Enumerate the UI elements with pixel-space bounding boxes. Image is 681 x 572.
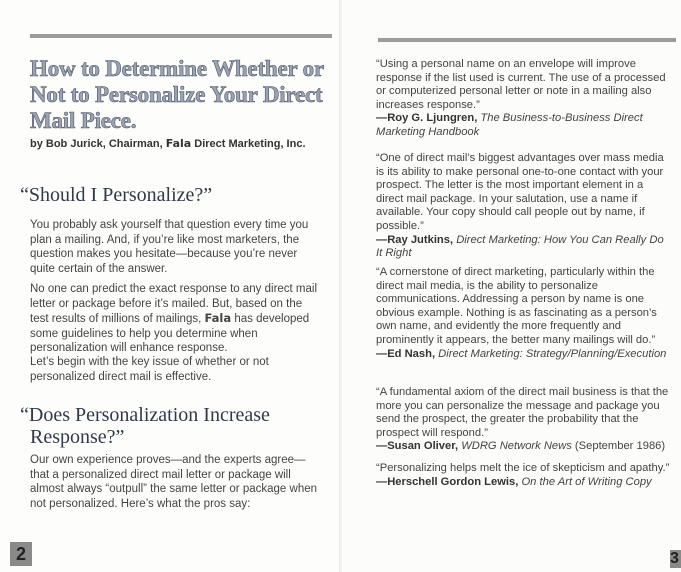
byline-text: by Bob Jurick, Chairman, bbox=[30, 138, 166, 150]
quote-text: “A cornerstone of direct marketing, particularly within the direct mail media, is the ability to personalize communications. Addressing a person by name is one obvious example. Nothing is as fascinating as a person’s own name, and evidently the more frequently and prominently it appears, the better many mailings will do.” bbox=[376, 266, 657, 346]
quote-date: (September 1986) bbox=[571, 440, 666, 453]
quote-work: Direct Marketing: Strategy/Planning/Execution bbox=[438, 347, 667, 360]
top-rule-left bbox=[30, 34, 332, 38]
byline-company: Direct Marketing, Inc. bbox=[191, 138, 306, 150]
quote-source bbox=[376, 234, 672, 261]
quote-text: “Using a personal name on an envelope will improve response if the list used is current. The use of a processed or computerized personal letter or note in a mailing also increases response.” bbox=[376, 58, 666, 111]
page-title: How to Determine Whether or Not to Personalize Your Direct Mail Piece. bbox=[30, 56, 324, 133]
heading-line-1: “Does Personalization Increase bbox=[20, 404, 270, 426]
quote-author: —Herschell Gordon Lewis, bbox=[376, 475, 522, 488]
paragraph-guidelines-post: has developed some guidelines to help you determine when personalization will enhance response. bbox=[30, 313, 310, 354]
paragraph-guidelines-pre: No one can predict the exact response to any direct mail letter or package before it’s mailed. But, based on the test results of millions of mailings, bbox=[30, 283, 318, 325]
quote-oliver bbox=[376, 386, 672, 454]
brand-name-inline: Fala bbox=[204, 311, 232, 325]
quote-work: The Business-to-Business Direct Marketing Handbook bbox=[376, 112, 643, 138]
quote-source bbox=[376, 348, 672, 362]
quote-text: “Personalizing helps melt the ice of skepticism and apathy.” bbox=[376, 462, 670, 474]
quote-source bbox=[376, 112, 672, 139]
quote-work: Direct Marketing: How You Can Really Do It Right bbox=[376, 233, 664, 260]
paragraph-key-issue: Let’s begin with the key issue of whether or not personalized direct mail is effective. bbox=[30, 356, 269, 383]
quote-work: On the Art of Writing Copy bbox=[521, 475, 652, 488]
byline bbox=[30, 137, 335, 150]
paragraph-experience: Our own experience proves—and the experts agree—that a personalized direct mail letter or package will almost always “outpull” the same letter or package when not personalized. Here’s what the pros say: bbox=[30, 454, 318, 510]
quote-author: —Ed Nash, bbox=[376, 347, 439, 360]
quote-text: “A fundamental axiom of the direct mail business is that the more you can personalize the message and package you send the prospect, the greater the probability that the prospect will respond.” bbox=[376, 386, 669, 439]
page-number-right: 3 bbox=[670, 550, 681, 568]
quote-author: —Susan Oliver, bbox=[376, 440, 462, 453]
quote-work: WDRG Network News bbox=[461, 440, 572, 453]
section-heading-response bbox=[20, 404, 320, 448]
brand-name: Fala bbox=[165, 137, 192, 150]
section-heading-personalize: “Should I Personalize?” bbox=[20, 184, 213, 206]
left-page bbox=[0, 0, 340, 572]
quote-jutkins bbox=[376, 152, 672, 261]
paragraph-intro: You probably ask yourself that question every time you plan a mailing. And, if you’re like most marketers, the question makes you hesitate—because you’re never quite certain of the answer. bbox=[30, 219, 309, 275]
top-rule-right bbox=[378, 38, 676, 42]
heading-line-2: Response?” bbox=[30, 426, 125, 448]
quote-author: —Roy G. Ljungren, bbox=[376, 112, 481, 125]
paragraph-guidelines bbox=[30, 282, 322, 356]
quote-source bbox=[376, 476, 672, 490]
quote-nash bbox=[376, 266, 672, 361]
quote-ljungren bbox=[376, 58, 672, 140]
quote-source bbox=[376, 440, 672, 454]
quote-lewis bbox=[376, 462, 672, 489]
quote-text: “One of direct mail’s biggest advantages over mass media is its ability to make personal one-to-one contact with your prospect. The letter is the most important element in a direct mail package. In your salutation, use a name if available. Your copy should call people out by name, if possible.” bbox=[376, 152, 664, 232]
page-number-left: 2 bbox=[10, 542, 32, 566]
quote-author: —Ray Jutkins, bbox=[376, 233, 457, 246]
